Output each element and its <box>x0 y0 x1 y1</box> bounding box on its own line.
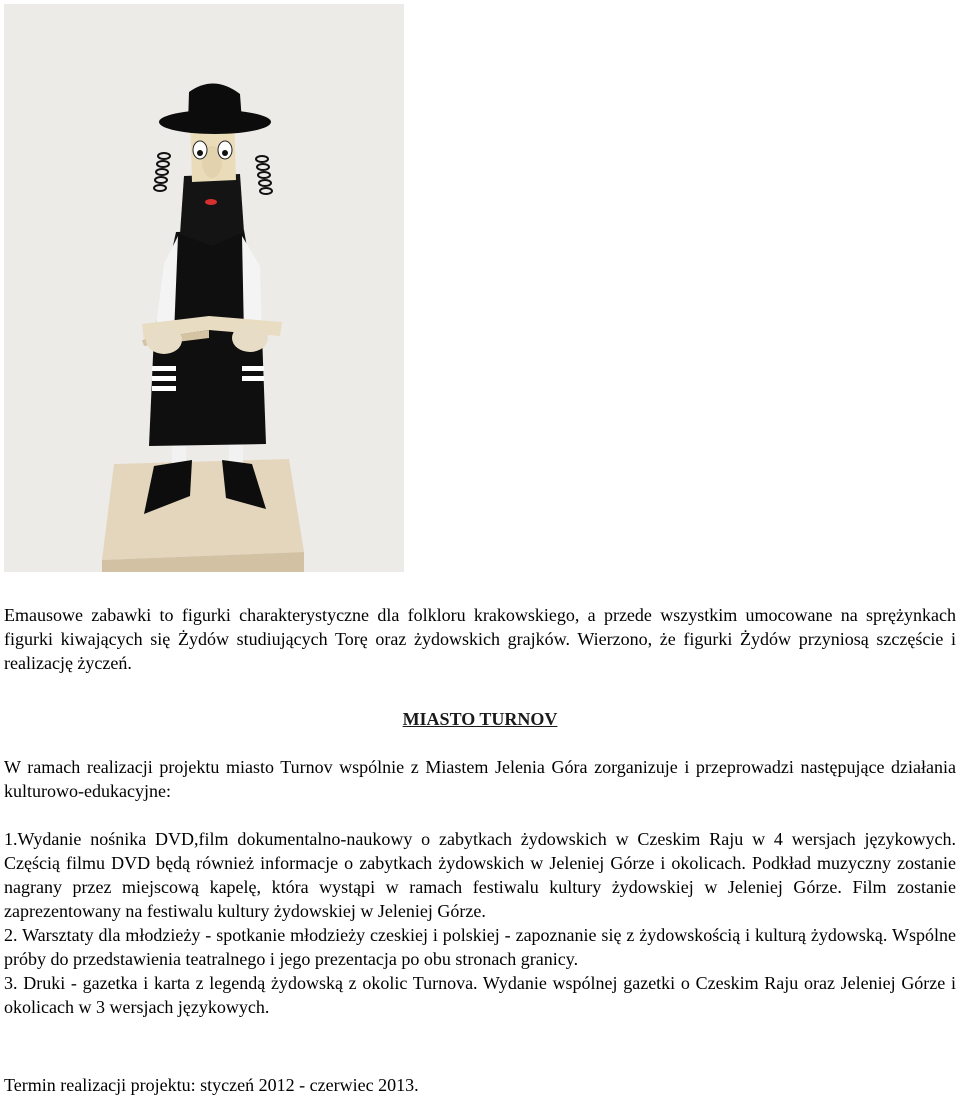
intro-paragraph: Emausowe zabawki to figurki charakterystyczne dla folkloru krakowskiego, a przede wszystkim umocowane na sprężynkach figurki kiwających się Żydów studiujących Torę oraz żydowskich grajków. Wierzono, że figurki Żydów przyniosą szczęście i realizację życzeń. <box>4 605 956 673</box>
list-item: 1.Wydanie nośnika DVD,film dokumentalno-naukowy o zabytkach żydowskich w Czeskim Raju w 4 wersjach językowych. Częścią filmu DVD będą również informacje o zabytkach żydowskich w Jeleniej Górze i okolicach. Podkład muzyczny zostanie nagrany przez miejscową kapelę, która wystąpi w ramach festiwalu kultury żydowskiej w Jeleniej Górze. Film zostanie zaprezentowany na festiwalu kultury żydowskiej w Jeleniej Górze. <box>4 829 956 921</box>
wooden-figurine-image <box>4 4 404 572</box>
figurine-photo <box>4 4 404 572</box>
list-item: 2. Warsztaty dla młodzieży - spotkanie młodzieży czeskiej i polskiej - zapoznanie się z żydowskością i kulturą żydowską. Wspólne próby do przedstawienia teatralnego i jego prezentacja po obu stronach granicy. <box>4 925 956 969</box>
list-item: 3. Druki - gazetka i karta z legendą żydowską z okolic Turnova. Wydanie wspólnej gazetki o Czeskim Raju oraz Jeleniej Górze i okolicach w 3 wersjach językowych. <box>4 973 956 1017</box>
project-dates: Termin realizacji projektu: styczeń 2012 - czerwiec 2013. <box>4 1075 419 1095</box>
project-paragraph: W ramach realizacji projektu miasto Turnov wspólnie z Miastem Jelenia Góra zorganizuje i przeprowadzi następujące działania kulturowo-edukacyjne: <box>4 757 956 801</box>
activities-list <box>4 827 956 1019</box>
section-heading: MIASTO TURNOV <box>402 709 558 729</box>
